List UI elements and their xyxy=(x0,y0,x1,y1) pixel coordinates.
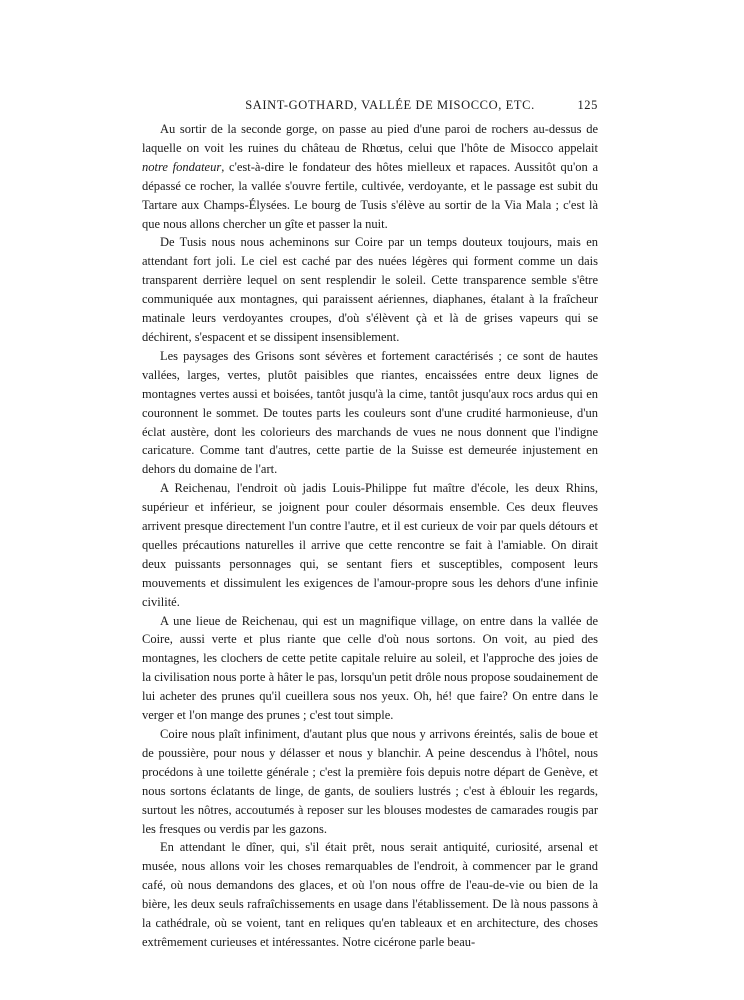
emphasis-text: notre fondateur xyxy=(142,159,222,174)
paragraph: A une lieue de Reichenau, qui est un magnifique village, on entre dans la vallée de Coire, aussi verte et plus riante que celle d'où nous sortons. On voit, au pied des montagnes, les clochers de cette petite capitale reluire au soleil, et l'approche des joies de la civilisation nous porte à hâter le pas, lorsqu'un petit drôle nous propose soudainement de lui acheter des prunes qu'il cueillera sous nos yeux. Oh, hé! que faire? On entre dans le verger et l'on mange des prunes ; c'est tout simple. xyxy=(142,613,598,723)
body-text xyxy=(142,120,598,952)
paragraph: Les paysages des Grisons sont sévères et fortement caractérisés ; ce sont de hautes vallées, larges, vertes, plutôt paisibles que riantes, encaissées entre deux lignes de montagnes vertes aussi et boisées, tantôt jusqu'à la cime, tantôt jusqu'aux rocs ardus qui en couronnent le sommet. De toutes parts les couleurs sont d'une crudité harmonieuse, d'un éclat austère, dont les colorieurs des marchands de vues ne nous donnent que l'indigne caricature. Comme tant d'autres, cette partie de la Suisse est demeurée injustement en dehors du domaine de l'art. xyxy=(142,348,598,477)
paragraph: En attendant le dîner, qui, s'il était prêt, nous serait antiquité, curiosité, arsenal et musée, nous allons voir les choses remarquables de l'endroit, à commencer par le grand café, où nous demandons des glaces, et où l'on nous offre de l'eau-de-vie ou bien de la bière, les deux seuls rafraîchissements en usage dans l'établissement. De là nous passons à la cathédrale, où se voient, tant en reliques qu'en tableaux et en architecture, des choses extrêmement curieuses et intéressantes. Notre cicérone parle beau- xyxy=(142,840,598,949)
running-head-title: SAINT-GOTHARD, VALLÉE DE MISOCCO, ETC. xyxy=(245,98,535,112)
book-page xyxy=(142,98,598,952)
paragraph: Au sortir de la seconde gorge, on passe au pied d'une paroi de rochers au-dessus de laquelle on voit les ruines du château de Rhœtus, celui que l'hôte de Misocco appelait notre fondateur, c'est-à-dire le fondateur des hôtes mielleux et rapaces. Aussitôt qu'on a dépassé ce rocher, la vallée s'ouvre fertile, cultivée, verdoyante, et le passage est subit du Tartare aux Champs-Élysées. Le bourg de Tusis s'élève au sortir de la Via Mala ; c'est là que nous allons chercher un gîte et passer la nuit. xyxy=(142,122,598,231)
paragraph: Coire nous plaît infiniment, d'autant plus que nous y arrivons éreintés, salis de boue et de poussière, pour nous y délasser et nous y blanchir. A peine descendus à l'hôtel, nous procédons à une toilette générale ; c'est la première fois depuis notre départ de Genève, et nous sortons éclatants de linge, de gants, de souliers lustrés ; c'est à éblouir les regards, surtout les nôtres, accoutumés à reposer sur les blouses modestes de camarades rougis par les fresques ou verdis par les gazons. xyxy=(142,727,598,836)
paragraph: De Tusis nous nous acheminons sur Coire par un temps douteux toujours, mais en attendant fort joli. Le ciel est caché par des nuées légères qui forment comme un dais transparent derrière lequel on sent resplendir le soleil. Cette transparence semble s'être communiquée aux montagnes, qui paraissent aériennes, diaphanes, étalant à la fraîcheur matinale leurs verdoyantes croupes, d'où s'élèvent çà et là de grises vapeurs qui se déchirent, s'espacent et se dissipent insensiblement. xyxy=(142,235,598,344)
page-number: 125 xyxy=(577,98,598,112)
running-head xyxy=(142,98,598,120)
paragraph: A Reichenau, l'endroit où jadis Louis-Philippe fut maître d'école, les deux Rhins, supérieur et inférieur, se joignent pour couler désormais ensemble. Ces deux fleuves arrivent presque directement l'un contre l'autre, et il est curieux de voir par quels détours et quelles précautions naturelles il arrive que cette rencontre se fait à l'amiable. On dirait deux puissants personnages qui, se sentant fiers et susceptibles, composent leurs mouvements et dissimulent les exigences de l'amour-propre sous les dehors d'une infinie civilité. xyxy=(142,481,598,609)
